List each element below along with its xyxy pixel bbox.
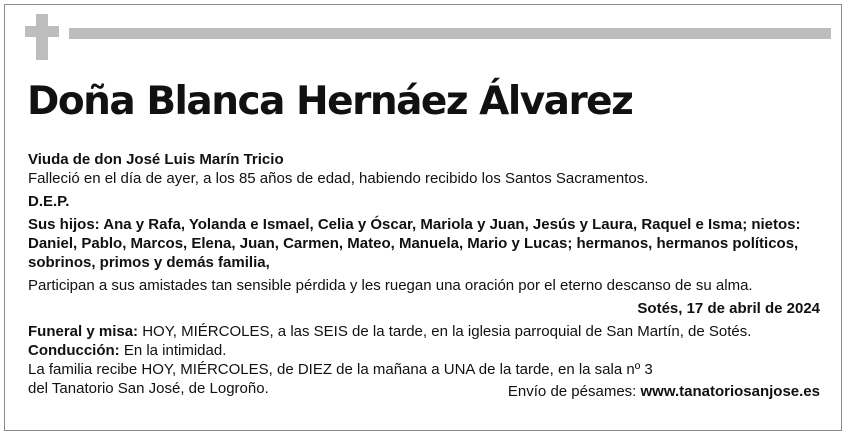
conduccion-line <box>28 341 828 360</box>
dep-label: D.E.P. <box>28 193 70 210</box>
funeral-text: HOY, MIÉRCOLES, a las SEIS de la tarde, en la iglesia parroquial de San Martín, de Sotés. <box>138 323 752 340</box>
family-receives: La familia recibe HOY, MIÉRCOLES, de DIEZ de la mañana a UNA de la tarde, en la sala nº 3 del Tanatorio San José, de Logroño. <box>28 361 653 397</box>
header-rule <box>69 28 831 39</box>
footer-line <box>28 360 828 398</box>
condolences-url[interactable]: www.tanatoriosanjose.es <box>640 383 820 400</box>
conduccion-text: En la intimidad. <box>119 342 227 359</box>
family-list: Sus hijos: Ana y Rafa, Yolanda e Ismael, Celia y Óscar, Mariola y Juan, Jesús y Laura, Raquel e Isma; nietos: Daniel, Pablo, Marcos, Elena, Juan, Carmen, Mateo, Manuela, Mario y Lucas; hermanos, hermanos políticos, sobrinos, primos y demás familia, <box>28 216 801 271</box>
widow-line: Viuda de don José Luis Marín Tricio <box>28 151 284 168</box>
cross-icon <box>36 14 48 60</box>
conduccion-label: Conducción: <box>28 342 120 359</box>
funeral-line <box>28 322 828 341</box>
condolences-label: Envío de pésames: <box>507 383 641 400</box>
deceased-name: Doña Blanca Hernáez Álvarez <box>27 79 633 124</box>
funeral-label: Funeral y misa: <box>28 323 139 340</box>
condolences <box>508 382 820 401</box>
death-line: Falleció en el día de ayer, a los 85 años de edad, habiendo recibido los Santos Sacramentos. <box>28 170 649 187</box>
place-date: Sotés, 17 de abril de 2024 <box>637 300 820 317</box>
cross-icon-arm <box>25 26 59 37</box>
obituary-body <box>28 150 828 398</box>
participation-text: Participan a sus amistades tan sensible pérdida y les ruegan una oración por el eterno descanso de su alma. <box>28 277 753 294</box>
